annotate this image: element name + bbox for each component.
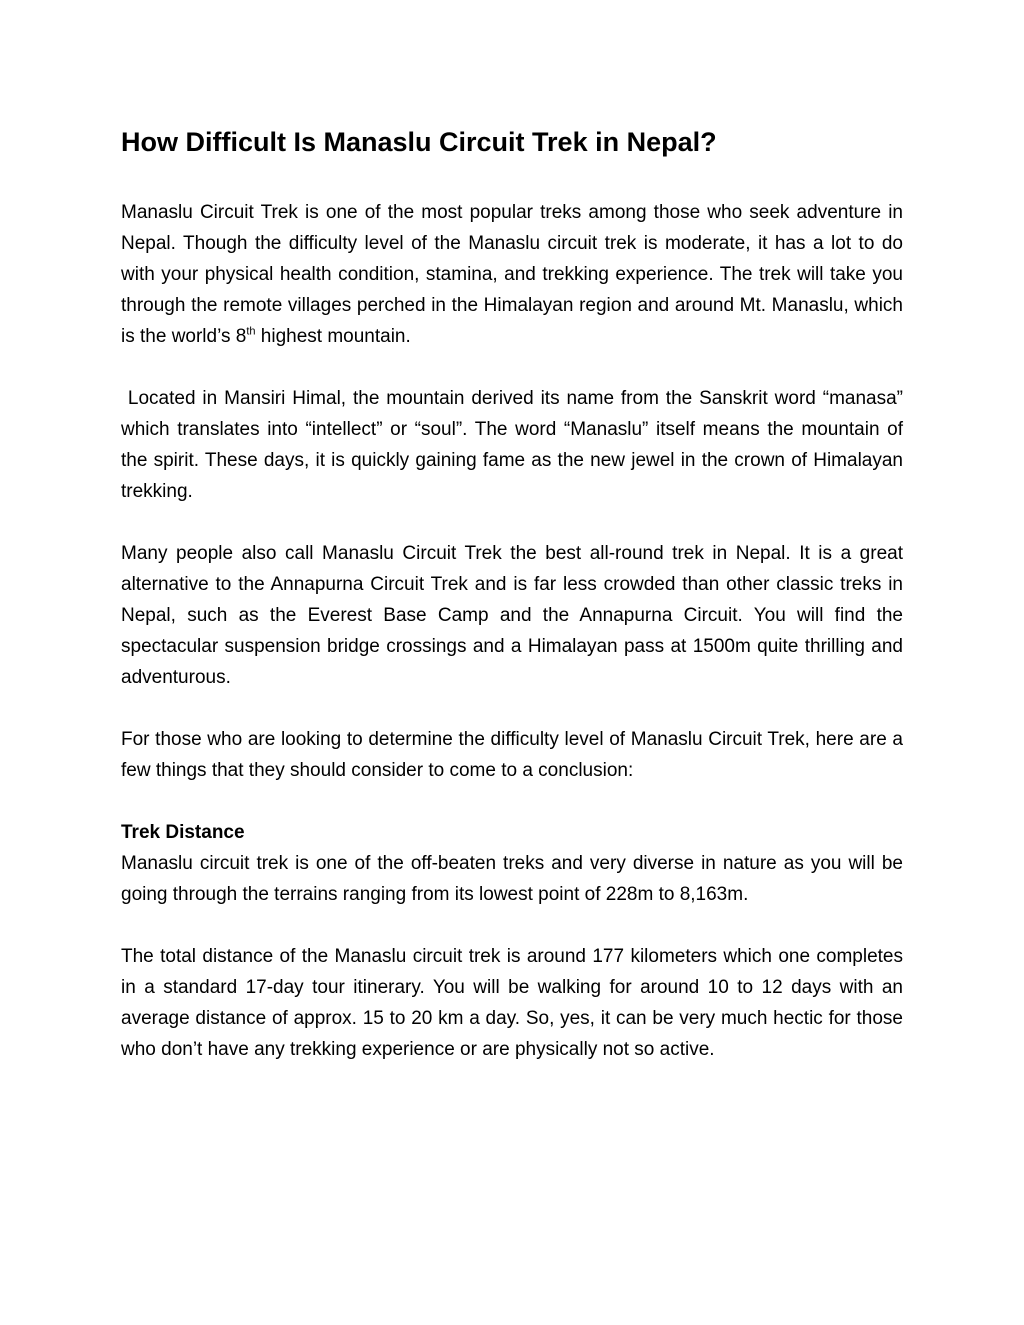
spacer [121,352,903,383]
paragraph-difficulty-intro: For those who are looking to determine the difficulty level of Manaslu Circuit Trek, here are a few things that they should consider to come to a conclusion: [121,729,903,781]
paragraph-total-distance: The total distance of the Manaslu circuit trek is around 177 kilometers which one completes in a standard 17-day tour itinerary. You will be walking for around 10 to 12 days with an average distance of approx. 15 to 20 km a day. So, yes, it can be very much hectic for those who don’t have any trekking experience or are physically not so active. [121,946,903,1060]
document-title: How Difficult Is Manaslu Circuit Trek in Nepal? [121,127,717,157]
intro-paragraph [121,197,903,352]
spacer [121,507,903,538]
paragraph-terrain: Manaslu circuit trek is one of the off-beaten treks and very diverse in nature as you will be going through the terrains ranging from its lowest point of 228m to 8,163m. [121,853,903,905]
spacer [121,910,903,941]
intro-text-end: highest mountain. [255,326,411,347]
ordinal-superscript: th [246,325,256,338]
spacer [121,693,903,724]
section-heading-trek-distance: Trek Distance [121,822,245,843]
spacer [121,786,903,817]
paragraph-alternative: Many people also call Manaslu Circuit Trek the best all-round trek in Nepal. It is a great alternative to the Annapurna Circuit Trek and is far less crowded than other classic treks in Nepal, such as the Everest Base Camp and the Annapurna Circuit. You will find the spectacular suspension bridge crossings and a Himalayan pass at 1500m quite thrilling and adventurous. [121,543,903,688]
spacer [121,164,903,197]
paragraph-name-origin: Located in Mansiri Himal, the mountain derived its name from the Sanskrit word “manasa” which translates into “intellect” or “soul”. The word “Manaslu” itself means the mountain of the spirit. These days, it is quickly gaining fame as the new jewel in the crown of Himalayan trekking. [121,388,909,502]
intro-text: Manaslu Circuit Trek is one of the most popular treks among those who seek adventure in Nepal. Though the difficulty level of the Manaslu circuit trek is moderate, it has a lot to do with your physical health condition, stamina, and trekking experience. The trek will take you through the remote villages perched in the Himalayan region and around Mt. Manaslu, which is the world’s 8 [121,202,903,347]
document-page [121,120,909,1065]
